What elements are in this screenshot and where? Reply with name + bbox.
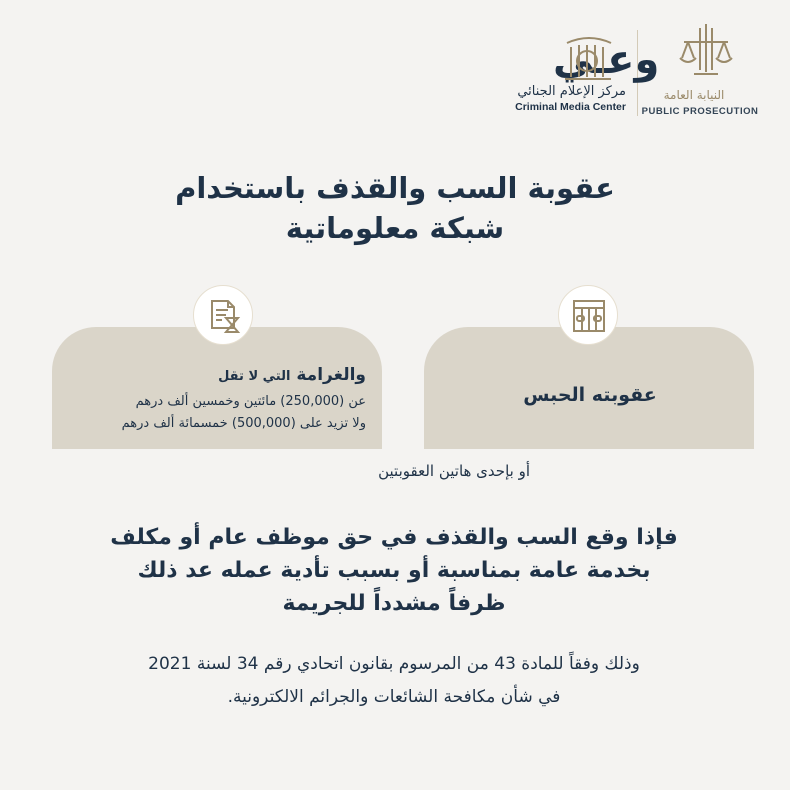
scales-of-justice-icon xyxy=(676,20,736,82)
wa3i-logo xyxy=(455,33,660,87)
criminal-media-center-arabic: مركز الإعلام الجنائي xyxy=(517,84,626,99)
fine-min-amount: عن (250,000) مائتين وخمسين ألف درهم xyxy=(135,394,366,409)
public-prosecution-english: PUBLIC PROSECUTION xyxy=(641,106,759,117)
fine-icon-badge xyxy=(193,285,253,345)
title-line-1: عقوبة السب والقذف باستخدام xyxy=(175,171,615,205)
either-penalty-text: أو بإحدى هاتين العقوبتين xyxy=(378,462,530,480)
aggravation-paragraph xyxy=(60,521,728,620)
fine-heading-suffix: التي لا تقل xyxy=(218,369,291,384)
aggravation-line-1: فإذا وقع السب والقذف في حق موظف عام أو مكلف xyxy=(110,525,678,550)
page-title xyxy=(70,168,720,248)
title-line-2: شبكة معلوماتية xyxy=(285,211,505,245)
law-line-2: في شأن مكافحة الشائعات والجرائم الالكترونية. xyxy=(227,687,561,707)
document-hourglass-icon xyxy=(206,298,242,334)
criminal-media-center-english: Criminal Media Center xyxy=(515,101,626,113)
prison-label: عقوبته الحبس xyxy=(523,384,657,406)
prison-bars-icon xyxy=(571,298,607,334)
aggravation-line-2: بخدمة عامة بمناسبة أو بسبب تأدية عمله عد ذلك xyxy=(137,558,651,583)
public-prosecution-arabic: النيابة العامة xyxy=(663,88,725,102)
aggravation-line-3: ظرفاً مشدداً للجريمة xyxy=(282,591,506,616)
fine-max-amount: ولا تزيد على (500,000) خمسمائة ألف درهم xyxy=(121,416,366,431)
prison-icon-badge xyxy=(558,285,618,345)
svg-text:وعـي: وعـي xyxy=(553,37,660,83)
fine-heading xyxy=(70,365,366,385)
law-line-1: وذلك وفقاً للمادة 43 من المرسوم بقانون اتحادي رقم 34 لسنة 2021 xyxy=(148,654,640,674)
law-reference xyxy=(60,648,728,714)
fine-heading-main: والغرامة xyxy=(296,365,366,385)
